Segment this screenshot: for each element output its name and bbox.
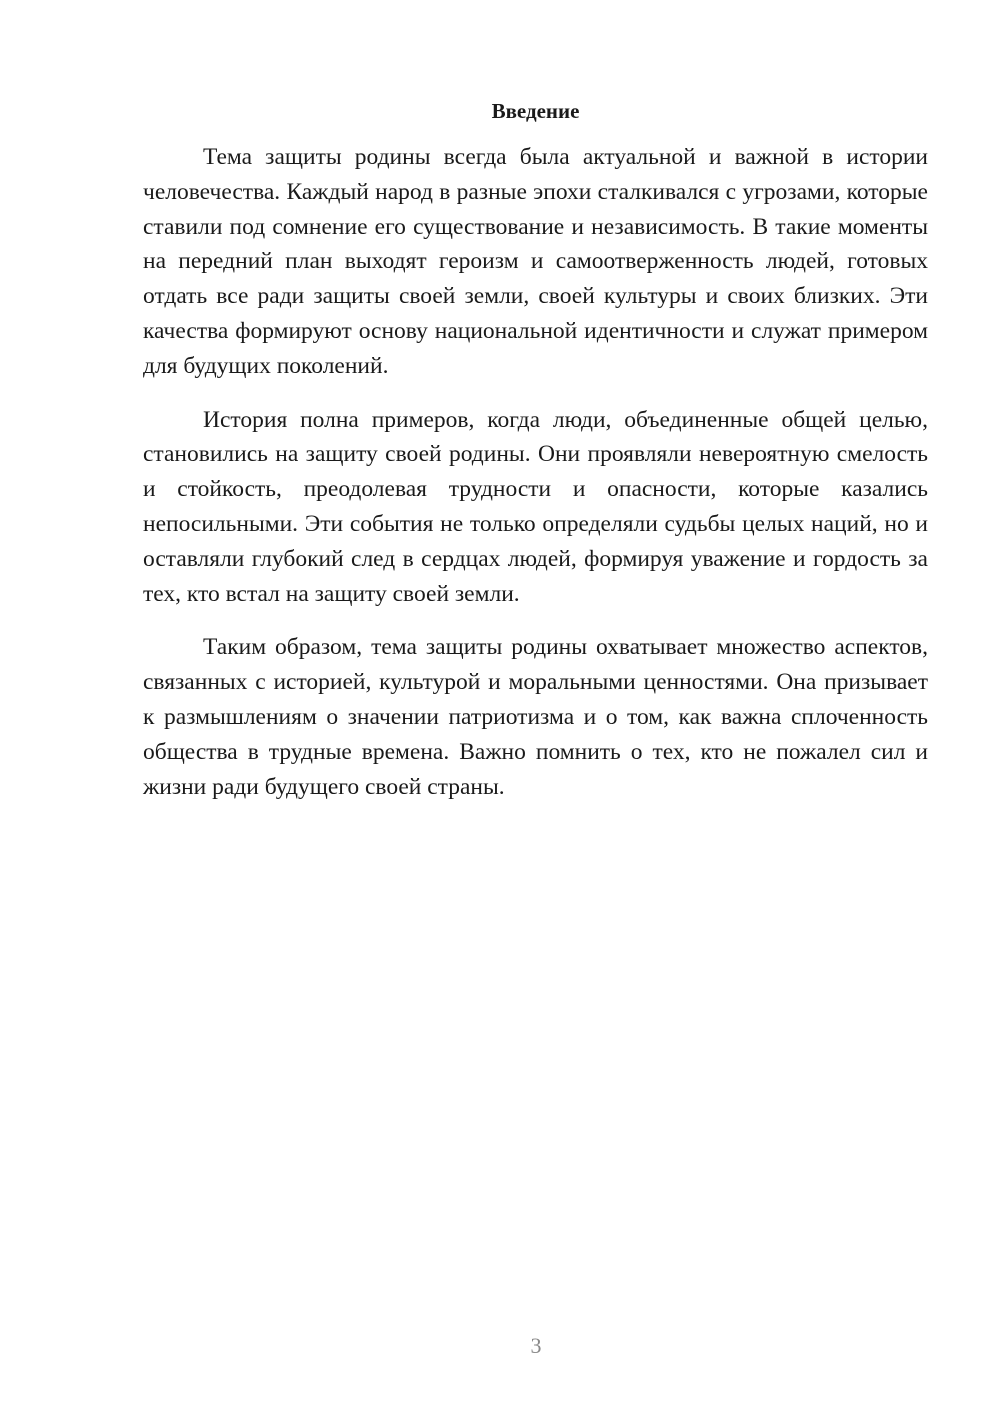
paragraph-3: Таким образом, тема защиты родины охватывает множество аспектов, связанных с историей, культурой и моральными ценностями. Она призывает к размышлениям о значении патриотизма и о том, как важна сплоченность общества в трудные времена. Важно помнить о тех, кто не пожалел сил и жизни ради будущего своей страны.: [143, 634, 928, 800]
page-content: [143, 96, 928, 823]
paragraph-1: Тема защиты родины всегда была актуальной и важной в истории человечества. Каждый народ в разные эпохи сталкивался с угрозами, которые ставили под сомнение его существование и независимость. В такие моменты на передний план выходят героизм и самоотверженность людей, готовых отдать все ради защиты своей земли, своей культуры и своих близких. Эти качества формируют основу национальной идентичности и служат примером для будущих поколений.: [143, 144, 928, 379]
paragraph-2: История полна примеров, когда люди, объединенные общей целью, становились на защиту своей родины. Они проявляли невероятную смелость и стойкость, преодолевая трудности и опасности, которые казались непосильными. Эти события не только определяли судьбы целых наций, но и оставляли глубокий след в сердцах людей, формируя уважение и гордость за тех, кто встал на защиту своей земли.: [143, 406, 928, 607]
page-number: 3: [530, 1333, 542, 1358]
section-heading: Введение: [491, 99, 580, 123]
